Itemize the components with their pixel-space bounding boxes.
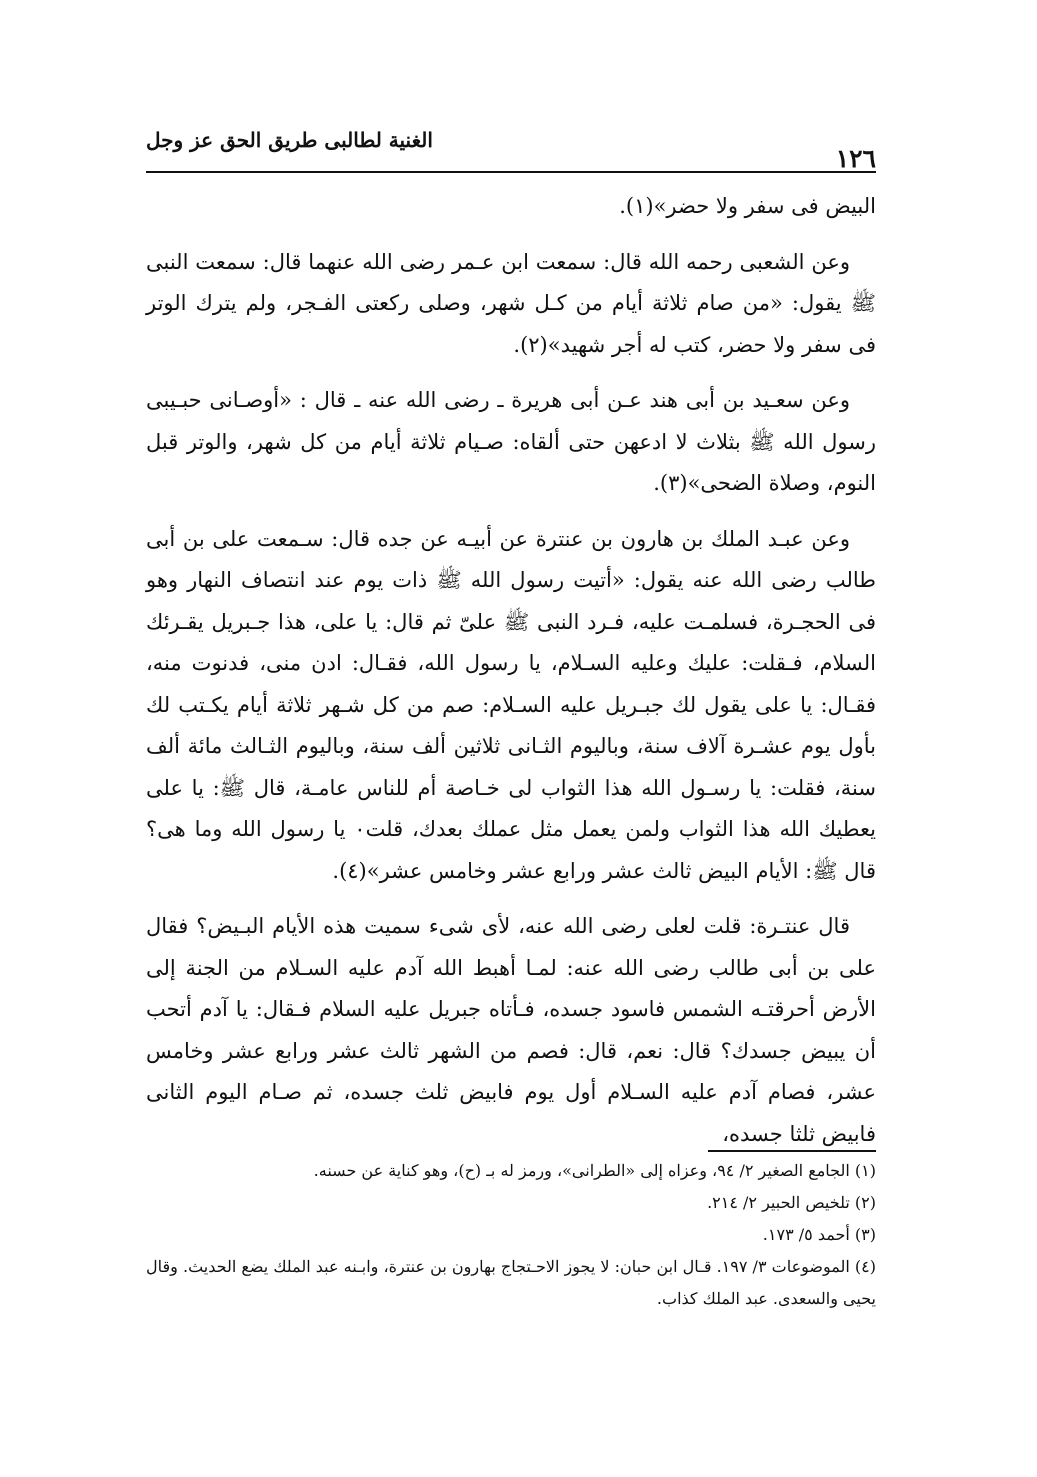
footnotes <box>146 1155 876 1315</box>
page-header <box>146 128 876 173</box>
paragraph-5: قال عنتـرة: قلت لعلى رضى الله عنه، لأى شىء سميت هذه الأيام البـيض؟ فقال على بن أبى طالب رضى الله عنه: لمـا أهبط الله آدم عليه السـلام من الجنة إلى الأرض أحرقتـه الشمس فاسود جسده، فـأتاه جبريل عليه السلام فـقال: يا آدم أتحب أن يبيض جسدك؟ قال: نعم، قال: فصم من الشهر ثالث عشر ورابع عشر وخامس عشر، فصام آدم عليه السـلام أول يوم فابيض ثلث جسده، ثم صـام اليوم الثانى فابيض ثلثا جسده، <box>146 914 876 1146</box>
main-text <box>146 186 876 1155</box>
paragraph-4: وعن عبـد الملك بن هارون بن عنترة عن أبيـه عن جده قال: سـمعت على بن أبى طالب رضى الله عنه يقول: «أتيت رسول الله ﷺ ذات يوم عند انتصاف النهار وهو فى الحجـرة، فسلمـت عليه، فـرد النبى ﷺ علىّ ثم قال: يا على، هذا جـبريل يقـرئك السلام، فـقلت: عليك وعليه السـلام، يا رسول الله، فقـال: ادن منى، فدنوت منه، فقـال: يا على يقول لك جبـريل عليه السـلام: صم من كل شـهر ثلاثة أيام يكـتب لك بأول يوم عشـرة آلاف سنة، وباليوم الثـانى ثلاثين ألف سنة، وباليوم الثـالث مائة ألف سنة، فقلت: يا رسـول الله هذا الثواب لى خـاصة أم للناس عامـة، قال ﷺ: يا على يعطيك الله هذا الثواب ولمن يعمل مثل عملك بعدك، قلت٠ يا رسول الله وما هى؟ قال ﷺ: الأيام البيض ثالث عشر ورابع عشر وخامس عشر»(٤). <box>146 526 877 883</box>
footnote-3: (٣) أحمد ٥/ ١٧٣. <box>762 1225 876 1244</box>
footnote-2: (٢) تلخيص الحبير ٢/ ٢١٤. <box>707 1193 876 1212</box>
running-title: الغنية لطالبى طريق الحق عز وجل <box>146 128 433 152</box>
paragraph-1: البيض فى سفر ولا حضر»(١). <box>619 194 876 218</box>
footnote-divider <box>708 1150 876 1152</box>
page-number: ١٢٦ <box>835 144 876 173</box>
paragraph-2: وعن الشعبى رحمه الله قال: سمعت ابن عـمر رضى الله عنهما قال: سمعت النبى ﷺ يقول: «من صام ثلاثة أيام من كـل شهر، وصلى ركعتى الفـجر، ولم يترك الوتر فى سفر ولا حضر، كتب له أجر شهيد»(٢). <box>146 249 876 357</box>
paragraph-3: وعن سعـيد بن أبى هند عـن أبى هريرة ـ رضى الله عنه ـ قال : «أوصـانى حبـيبى رسول الله ﷺ بثلاث لا ادعهن حتى ألقاه: صـيام ثلاثة أيام من كل شهر، والوتر قبل النوم، وصلاة الضحى»(٣). <box>146 388 876 495</box>
footnote-4: (٤) الموضوعات ٣/ ١٩٧. قـال ابن حبان: لا يجوز الاحـتجاج بهارون بن عنترة، وابـنه عبد الملك يضع الحديث. وقال يحيى والسعدى. عبد الملك كذاب. <box>146 1257 876 1308</box>
header-divider <box>146 171 876 173</box>
footnote-1: (١) الجامع الصغير ٢/ ٩٤، وعزاه إلى «الطرانى»، ورمز له بـ (ح)، وهو كناية عن حسنه. <box>313 1161 876 1180</box>
